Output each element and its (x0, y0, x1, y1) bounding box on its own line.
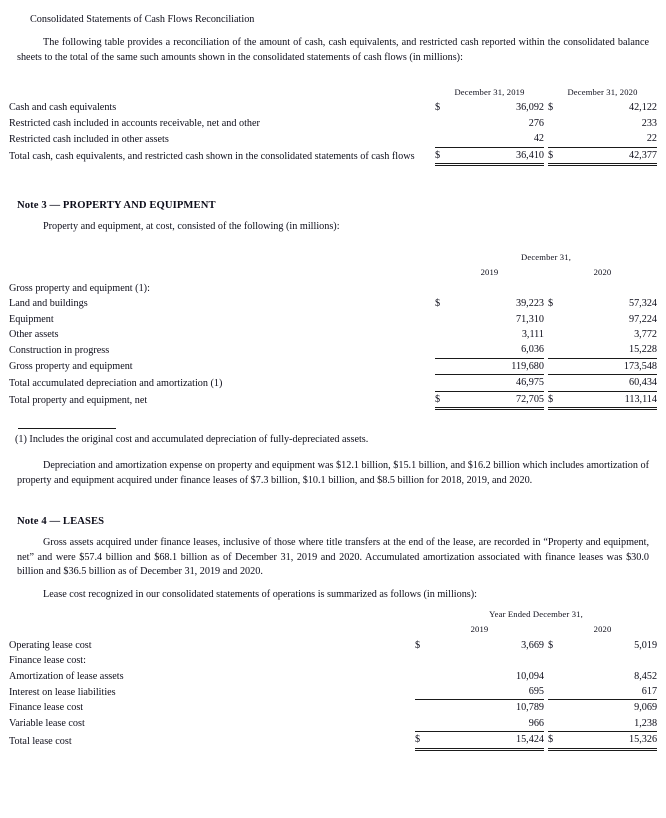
pe-header-2020: 2020 (593, 267, 612, 278)
currency-symbol-2020 (548, 116, 564, 131)
pe-table-header-row (9, 265, 657, 280)
cash-table-body (9, 100, 657, 164)
row-label: Other assets (9, 329, 59, 341)
note3-footnote: (1) Includes the original cost and accumulated depreciation of fully-depreciated assets. (15, 434, 369, 445)
footnote-separator-rule (18, 428, 116, 429)
value-2020 (568, 653, 657, 668)
lease-table-span-header-row (9, 607, 657, 622)
currency-symbol-2019: $ (435, 298, 441, 310)
empty-header-cell (9, 265, 435, 280)
row-label: Variable lease cost (9, 718, 85, 730)
table-row (9, 638, 657, 653)
value-2019 (435, 653, 544, 668)
value-2019: 10,789 (435, 700, 544, 716)
value-2020: 9,069 (568, 700, 657, 716)
row-label: Interest on lease liabilities (9, 686, 116, 698)
lease-header-2020: 2020 (593, 624, 612, 635)
value-2019: 3,111 (521, 329, 544, 341)
currency-symbol-2019 (435, 327, 451, 342)
row-label: Gross property and equipment (1): (9, 282, 150, 294)
empty-header-cell (9, 250, 435, 265)
value-2020: 5,019 (634, 639, 658, 651)
row-label: Total property and equipment, net (9, 395, 148, 407)
table-row (9, 732, 657, 749)
lease-header-span: Year Ended December 31, (489, 609, 583, 619)
pe-header-span: December 31, (521, 252, 571, 262)
currency-symbol-2019 (435, 312, 451, 327)
value-2019: 276 (528, 117, 544, 129)
row-label: Operating lease cost (9, 639, 92, 651)
value-2019: 39,223 (515, 298, 544, 310)
section-title: Consolidated Statements of Cash Flows Reconciliation (30, 14, 255, 25)
note3-heading: Note 3 — PROPERTY AND EQUIPMENT (17, 200, 216, 211)
note3-paragraph: Property and equipment, at cost, consisted of the following (in millions): (43, 221, 340, 232)
value-2020: 617 (641, 686, 658, 698)
pe-table-body (9, 281, 657, 409)
table-row (9, 131, 657, 147)
currency-symbol-2019 (415, 669, 435, 684)
currency-symbol-2019 (415, 684, 435, 700)
value-2019: 10,094 (515, 670, 544, 682)
table-row (9, 116, 657, 131)
note4-heading: Note 4 — LEASES (17, 516, 105, 527)
table-row (9, 100, 657, 115)
value-2020: 57,324 (628, 298, 657, 310)
value-2019: 966 (528, 717, 544, 729)
table-row (9, 684, 657, 700)
empty-header-cell (9, 607, 415, 622)
currency-symbol-2020 (548, 131, 564, 147)
cash-header-2019: December 31, 2019 (454, 87, 525, 97)
value-2020: 15,326 (568, 732, 657, 749)
currency-symbol-2020 (548, 327, 564, 342)
table-row (9, 147, 657, 164)
value-2019: 42 (533, 133, 544, 145)
table-row (9, 653, 657, 668)
table-row (9, 327, 657, 342)
currency-symbol-2019 (435, 358, 451, 374)
cash-reconciliation-table (9, 85, 657, 166)
value-2019: 71,310 (515, 313, 544, 325)
row-label: Finance lease cost: (9, 655, 86, 667)
table-row (9, 716, 657, 732)
currency-symbol-2020 (548, 358, 564, 374)
value-2019: 6,036 (521, 344, 544, 356)
currency-symbol-2020 (548, 716, 568, 732)
value-2020: 15,228 (628, 344, 657, 356)
currency-symbol-2020: $ (548, 298, 554, 310)
currency-symbol-2020 (548, 700, 568, 716)
pe-header-2019: 2019 (480, 267, 499, 278)
value-2019: 36,092 (515, 102, 544, 114)
value-2019: 72,705 (451, 391, 544, 408)
table-row (9, 358, 657, 374)
lease-cost-table (9, 607, 657, 751)
table-row (9, 342, 657, 358)
row-label: Restricted cash included in other assets (9, 133, 169, 145)
currency-symbol-2020: $ (548, 147, 564, 164)
currency-symbol-2019 (415, 653, 435, 668)
value-2019: 36,410 (451, 147, 544, 164)
value-2019: 119,680 (451, 358, 544, 374)
currency-symbol-2020 (548, 281, 564, 296)
currency-symbol-2020: $ (548, 102, 554, 114)
row-label: Land and buildings (9, 298, 88, 310)
currency-symbol-2019 (415, 700, 435, 716)
value-2020: 42,377 (564, 147, 657, 164)
table-row (9, 296, 657, 311)
table-row (9, 391, 657, 408)
value-2020 (564, 281, 657, 296)
value-2019 (451, 281, 544, 296)
table-row (9, 700, 657, 716)
row-label: Equipment (9, 313, 54, 325)
table-row (9, 669, 657, 684)
currency-symbol-2019 (415, 716, 435, 732)
value-2019: 695 (528, 686, 544, 698)
value-2019: 46,975 (451, 375, 544, 391)
currency-symbol-2019 (435, 116, 451, 131)
currency-symbol-2020: $ (548, 639, 554, 651)
value-2020: 113,114 (564, 391, 657, 408)
currency-symbol-2020 (548, 669, 568, 684)
value-2019: 3,669 (521, 639, 544, 651)
currency-symbol-2019 (435, 342, 451, 358)
row-label: Total lease cost (9, 735, 72, 747)
currency-symbol-2020 (548, 375, 564, 391)
value-2020: 173,548 (564, 358, 657, 374)
row-label: Construction in progress (9, 344, 110, 356)
lease-table-body (9, 638, 657, 749)
note4-paragraph-2: Lease cost recognized in our consolidated statements of operations is summarized as follows (in millions): (43, 589, 477, 600)
depreciation-paragraph: Depreciation and amortization expense on property and equipment was $12.1 billion, $15.1 billion, and $16.2 billion which includes amortization of property and equipment acquired under finance leases of $7.3 billion, $10.1 billion, and $8.5 billion for 2018, 2019, and 2020. (17, 460, 649, 486)
lease-header-2019: 2019 (470, 624, 489, 635)
table-row (9, 375, 657, 391)
value-2020: 42,122 (628, 102, 657, 114)
value-2020: 60,434 (564, 375, 657, 391)
empty-header-cell (9, 85, 435, 100)
currency-symbol-2020 (548, 684, 568, 700)
row-label: Amortization of lease assets (9, 670, 124, 682)
table-row (9, 281, 657, 296)
row-label: Gross property and equipment (9, 361, 133, 373)
currency-symbol-2019: $ (435, 102, 441, 114)
value-2020: 97,224 (628, 313, 657, 325)
value-2019: 15,424 (435, 732, 544, 749)
value-2020: 8,452 (634, 670, 658, 682)
cash-header-2020: December 31, 2020 (567, 87, 638, 97)
currency-symbol-2020: $ (548, 732, 568, 749)
note4-paragraph-1: Gross assets acquired under finance leases, inclusive of those where title transfers at the end of the lease, are recorded in “Property and equipment, net” and were $57.4 billion and $68.1 billion as of December 31, 2019 and 2020. Accumulated amortization associated with finance leases was $30.0 billion and $36.5 billion as of December 31, 2019 and 2020. (17, 537, 649, 578)
currency-symbol-2019: $ (415, 639, 421, 651)
empty-header-cell (9, 622, 415, 637)
value-2020: 233 (641, 117, 657, 129)
value-2020: 3,772 (634, 329, 657, 341)
lease-table-header-row (9, 622, 657, 637)
row-label: Total cash, cash equivalents, and restricted cash shown in the consolidated statements of cash flows (9, 151, 415, 163)
value-2020: 1,238 (634, 717, 658, 729)
currency-symbol-2020 (548, 342, 564, 358)
intro-paragraph: The following table provides a reconciliation of the amount of cash, cash equivalents, and restricted cash reported within the consolidated balance sheets to the total of the same such amounts shown in the consolidated statements of cash flows (in millions): (17, 37, 649, 63)
currency-symbol-2020 (548, 312, 564, 327)
currency-symbol-2020 (548, 653, 568, 668)
cash-table-header-row (9, 85, 657, 100)
row-label: Cash and cash equivalents (9, 102, 117, 114)
currency-symbol-2019 (435, 131, 451, 147)
value-2020: 22 (646, 133, 657, 145)
currency-symbol-2019 (435, 375, 451, 391)
row-label: Finance lease cost (9, 702, 84, 714)
currency-symbol-2019 (435, 281, 451, 296)
row-label: Total accumulated depreciation and amortization (1) (9, 377, 223, 389)
currency-symbol-2019: $ (435, 391, 451, 408)
currency-symbol-2019: $ (435, 147, 451, 164)
row-label: Restricted cash included in accounts receivable, net and other (9, 117, 260, 129)
currency-symbol-2020: $ (548, 391, 564, 408)
pe-table-span-header-row (9, 250, 657, 265)
currency-symbol-2019: $ (415, 732, 435, 749)
table-row (9, 312, 657, 327)
property-equipment-table (9, 250, 657, 410)
